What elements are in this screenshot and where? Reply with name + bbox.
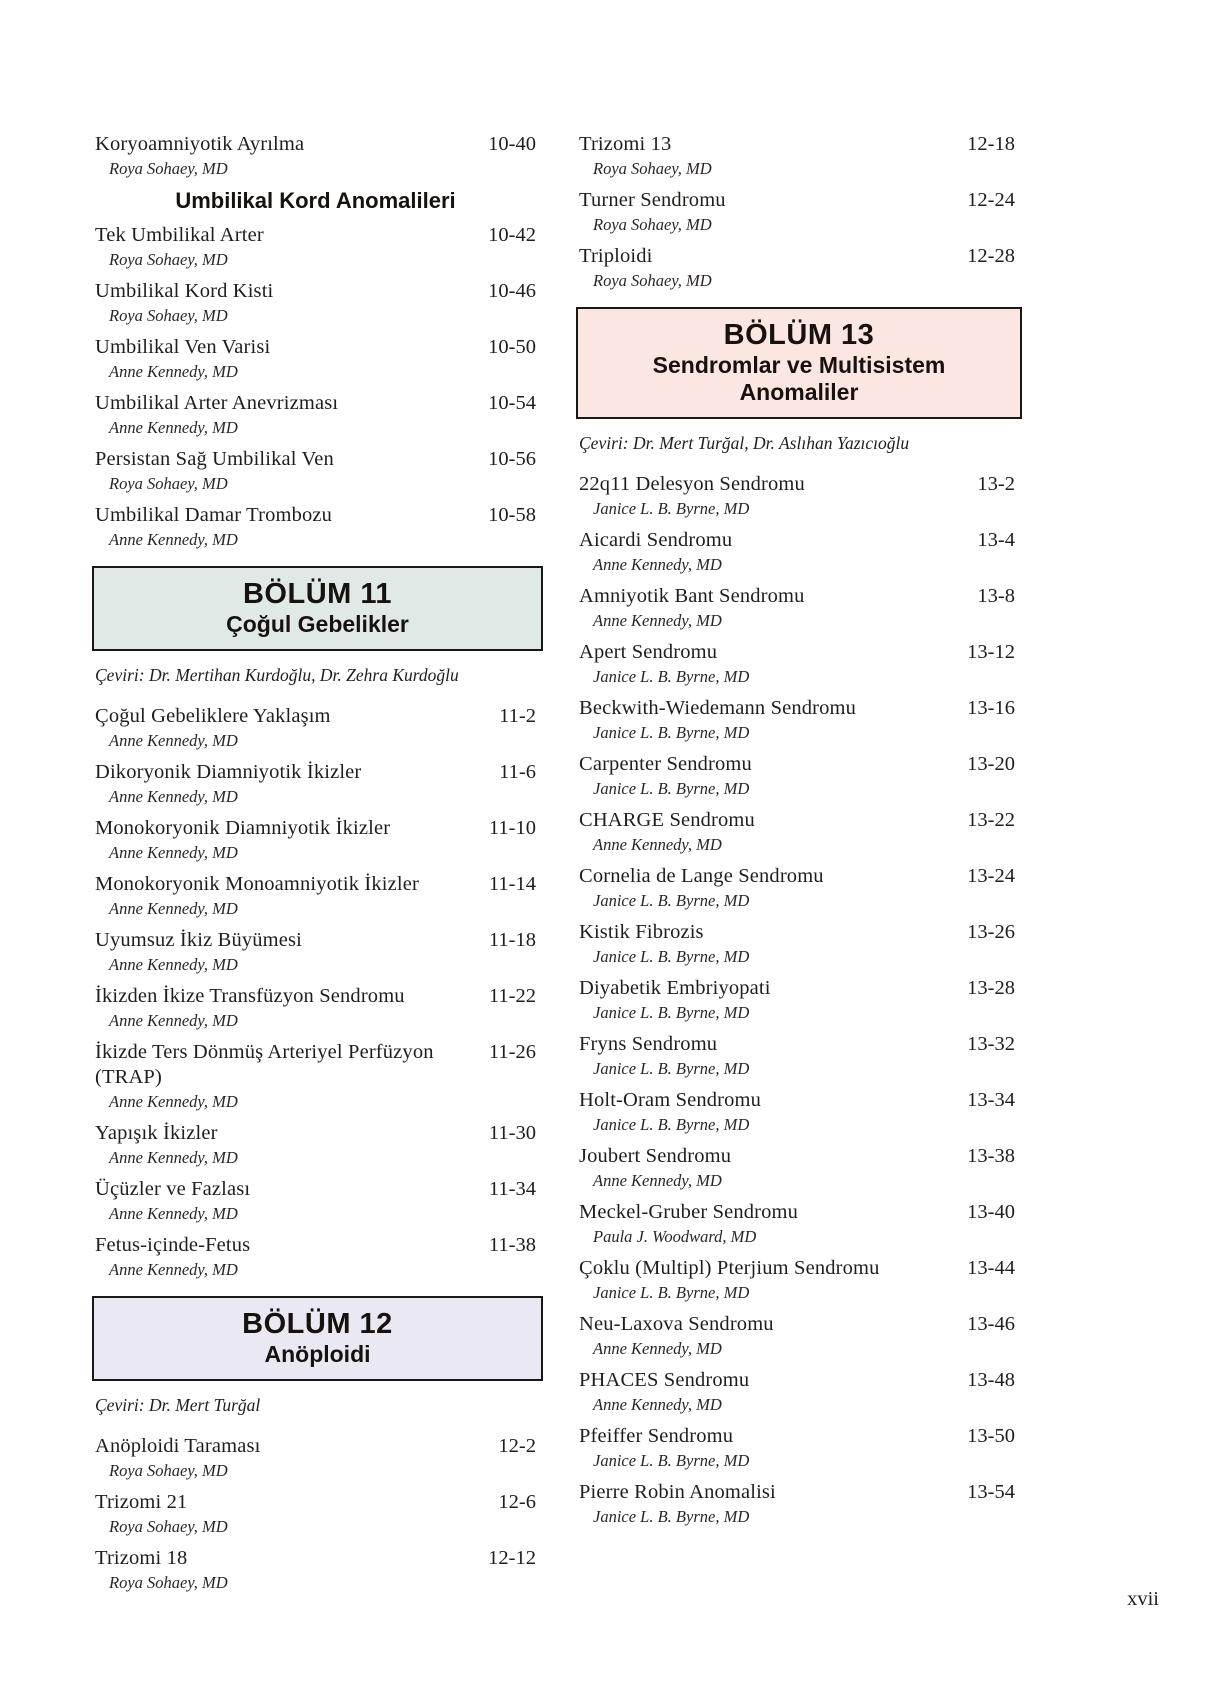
- entry-page-number: 12-2: [498, 1435, 536, 1457]
- entry-title: Çoğul Gebeliklere Yaklaşım: [95, 705, 331, 727]
- entry-page-number: 11-2: [499, 705, 536, 727]
- toc-entry-line: [95, 1040, 536, 1090]
- entry-author: Janice L. B. Byrne, MD: [593, 1283, 750, 1302]
- chapter-box-number: BÖLÜM 11: [242, 578, 393, 610]
- entry-author: Anne Kennedy, MD: [109, 899, 238, 918]
- entry-author: Anne Kennedy, MD: [593, 611, 722, 630]
- toc-entry-line: [579, 1144, 1015, 1169]
- entry-page-number: 11-22: [488, 985, 536, 1007]
- entry-title: CHARGE Sendromu: [579, 809, 755, 831]
- entry-author: Anne Kennedy, MD: [593, 1339, 722, 1358]
- entry-author: Anne Kennedy, MD: [109, 843, 238, 862]
- entry-author: Anne Kennedy, MD: [593, 555, 722, 574]
- entry-author: Janice L. B. Byrne, MD: [593, 947, 750, 966]
- entry-author: Janice L. B. Byrne, MD: [593, 667, 750, 686]
- entry-page-number: 13-22: [967, 809, 1015, 831]
- toc-entry: [95, 1121, 536, 1168]
- entry-title: Carpenter Sendromu: [579, 753, 752, 775]
- entry-author: Roya Sohaey, MD: [109, 250, 228, 269]
- toc-entry: [579, 696, 1015, 743]
- toc-entry: [95, 704, 536, 751]
- entry-page-number: 13-12: [967, 641, 1015, 663]
- entry-title: Beckwith-Wiedemann Sendromu: [579, 697, 857, 719]
- entry-author: Janice L. B. Byrne, MD: [593, 1451, 750, 1470]
- entry-author: Anne Kennedy, MD: [109, 362, 238, 381]
- entry-page-number: 12-6: [498, 1491, 536, 1513]
- toc-entry: [579, 864, 1015, 911]
- toc-entry-line: [579, 584, 1015, 609]
- entry-page-number: 13-2: [977, 473, 1015, 495]
- toc-entry: [579, 188, 1015, 235]
- toc-entry: [579, 976, 1015, 1023]
- entry-page-number: 13-50: [967, 1425, 1015, 1447]
- entry-title: Çoklu (Multipl) Pterjium Sendromu: [579, 1257, 880, 1279]
- toc-entry: [579, 640, 1015, 687]
- entry-page-number: 13-26: [967, 921, 1015, 943]
- entry-title: Yapışık İkizler: [95, 1122, 218, 1144]
- toc-entry-line: [579, 1368, 1015, 1393]
- entry-page-number: 13-44: [967, 1257, 1015, 1279]
- entry-author: Janice L. B. Byrne, MD: [593, 891, 750, 910]
- toc-entry: [95, 1233, 536, 1280]
- toc-entry-line: [579, 1256, 1015, 1281]
- toc-entry: [579, 472, 1015, 519]
- entry-title: Monokoryonik Diamniyotik İkizler: [95, 817, 391, 839]
- entry-title: Koryoamniyotik Ayrılma: [95, 133, 305, 155]
- entry-author: Roya Sohaey, MD: [109, 474, 228, 493]
- toc-entry: [95, 760, 536, 807]
- entry-author: Roya Sohaey, MD: [109, 1573, 228, 1592]
- chapter-box-title: Anomaliler: [739, 379, 859, 405]
- entry-author: Roya Sohaey, MD: [109, 1461, 228, 1480]
- toc-entry-line: [95, 1490, 536, 1515]
- entry-title: Trizomi 13: [579, 133, 672, 155]
- entry-title: Apert Sendromu: [579, 641, 718, 663]
- toc-entry-line: [579, 696, 1015, 721]
- entry-page-number: 10-40: [488, 133, 536, 155]
- entry-page-number: 13-46: [967, 1313, 1015, 1335]
- entry-title: Trizomi 18: [95, 1547, 188, 1569]
- entry-author: Janice L. B. Byrne, MD: [593, 1059, 750, 1078]
- entry-title: Pfeiffer Sendromu: [579, 1425, 734, 1447]
- folio-page-number: xvii: [1127, 1588, 1159, 1610]
- toc-entry: [95, 391, 536, 438]
- entry-title: Umbilikal Kord Kisti: [95, 280, 274, 302]
- entry-title: Meckel-Gruber Sendromu: [579, 1201, 799, 1223]
- entry-title: PHACES Sendromu: [579, 1369, 750, 1391]
- entry-author: Roya Sohaey, MD: [593, 215, 712, 234]
- entry-author: Janice L. B. Byrne, MD: [593, 499, 750, 518]
- toc-entry-line: [95, 223, 536, 248]
- entry-page-number: 13-16: [967, 697, 1015, 719]
- entry-title: İkizden İkize Transfüzyon Sendromu: [95, 985, 405, 1007]
- entry-title: Aicardi Sendromu: [579, 529, 733, 551]
- toc-entry-line: [95, 503, 536, 528]
- toc-entry-line: [579, 640, 1015, 665]
- entry-page-number: 13-34: [967, 1089, 1015, 1111]
- toc-left-column: [95, 132, 536, 1602]
- entry-author: Anne Kennedy, MD: [109, 1011, 238, 1030]
- entry-author: Janice L. B. Byrne, MD: [593, 1507, 750, 1526]
- toc-entry-line: [579, 976, 1015, 1001]
- entry-title: Üçüzler ve Fazlası: [95, 1178, 251, 1200]
- toc-entry: [579, 1256, 1015, 1303]
- toc-entry: [579, 1368, 1015, 1415]
- toc-entry: [579, 132, 1015, 179]
- toc-entry-line: [95, 704, 536, 729]
- entry-page-number: 10-46: [488, 280, 536, 302]
- toc-entry: [95, 132, 536, 179]
- entry-title: Holt-Oram Sendromu: [579, 1089, 762, 1111]
- entry-page-number: 13-54: [967, 1481, 1015, 1503]
- entry-title: Umbilikal Damar Trombozu: [95, 504, 333, 526]
- entry-page-number: 13-20: [967, 753, 1015, 775]
- entry-page-number: 11-14: [488, 873, 536, 895]
- entry-title: Fetus-içinde-Fetus: [95, 1234, 251, 1256]
- toc-entry-line: [95, 132, 536, 157]
- toc-entry-line: [579, 1312, 1015, 1337]
- toc-entry: [579, 1032, 1015, 1079]
- toc-entry: [95, 816, 536, 863]
- entry-page-number: 11-6: [499, 761, 536, 783]
- entry-title: Umbilikal Arter Anevrizması: [95, 392, 339, 414]
- entry-author: Anne Kennedy, MD: [593, 1171, 722, 1190]
- toc-entry-line: [579, 1032, 1015, 1057]
- toc-entry-line: [579, 472, 1015, 497]
- entry-page-number: 13-48: [967, 1369, 1015, 1391]
- toc-entry: [579, 244, 1015, 291]
- entry-author: Janice L. B. Byrne, MD: [593, 1003, 750, 1022]
- toc-entry: [95, 1546, 536, 1593]
- chapter-heading-box: [576, 307, 1022, 419]
- toc-entry-line: [579, 752, 1015, 777]
- entry-title: Persistan Sağ Umbilikal Ven: [95, 448, 334, 470]
- toc-entry-line: [95, 760, 536, 785]
- entry-author: Anne Kennedy, MD: [109, 1148, 238, 1167]
- entry-author: Anne Kennedy, MD: [109, 731, 238, 750]
- entry-page-number: 10-56: [488, 448, 536, 470]
- chapter-heading-box: [92, 1296, 543, 1381]
- entry-author: Anne Kennedy, MD: [109, 530, 238, 549]
- entry-title: Anöploidi Taraması: [95, 1435, 261, 1457]
- entry-page-number: 13-24: [967, 865, 1015, 887]
- section-heading: Umbilikal Kord Anomalileri: [175, 188, 456, 213]
- toc-entry-line: [579, 188, 1015, 213]
- entry-title: Pierre Robin Anomalisi: [579, 1481, 776, 1503]
- entry-author: Anne Kennedy, MD: [109, 1204, 238, 1223]
- chapter-box-title: Anöploidi: [264, 1341, 371, 1367]
- toc-entry: [95, 1434, 536, 1481]
- entry-title: Cornelia de Lange Sendromu: [579, 865, 824, 887]
- toc-entry-line: [95, 816, 536, 841]
- entry-author: Janice L. B. Byrne, MD: [593, 1115, 750, 1134]
- toc-entry-line: [95, 447, 536, 472]
- toc-entry: [95, 984, 536, 1031]
- chapter-heading-box: [92, 566, 543, 651]
- entry-page-number: 13-4: [977, 529, 1015, 551]
- entry-author: Janice L. B. Byrne, MD: [593, 723, 750, 742]
- toc-entry-line: [579, 864, 1015, 889]
- chapter-box-title: Sendromlar ve Multisistem: [652, 352, 946, 378]
- entry-title: Uyumsuz İkiz Büyümesi: [95, 929, 302, 951]
- toc-entry-line: [95, 391, 536, 416]
- entry-title: Diyabetik Embriyopati: [579, 977, 771, 999]
- entry-author: Anne Kennedy, MD: [109, 418, 238, 437]
- toc-entry: [95, 1177, 536, 1224]
- toc-entry: [579, 1480, 1015, 1527]
- entry-author: Roya Sohaey, MD: [109, 1517, 228, 1536]
- toc-entry: [579, 1200, 1015, 1247]
- entry-author: Anne Kennedy, MD: [109, 955, 238, 974]
- translator-line: Çeviri: Dr. Mertihan Kurdoğlu, Dr. Zehra Kurdoğlu: [95, 665, 459, 685]
- toc-right-column: [579, 132, 1015, 1536]
- entry-page-number: 11-18: [488, 929, 536, 951]
- toc-entry: [95, 928, 536, 975]
- entry-title: Trizomi 21: [95, 1491, 188, 1513]
- entry-title: İkizde Ters Dönmüş Arteriyel Perfüzyon (TRAP): [95, 1041, 434, 1088]
- entry-page-number: 10-42: [488, 224, 536, 246]
- toc-entry: [579, 1088, 1015, 1135]
- entry-page-number: 11-38: [488, 1234, 536, 1256]
- toc-entry-line: [95, 1121, 536, 1146]
- entry-title: Dikoryonik Diamniyotik İkizler: [95, 761, 362, 783]
- entry-author: Paula J. Woodward, MD: [593, 1227, 757, 1246]
- toc-entry: [95, 447, 536, 494]
- translator-line: Çeviri: Dr. Mert Turğal: [95, 1395, 261, 1415]
- toc-entry-line: [579, 244, 1015, 269]
- entry-page-number: 11-10: [488, 817, 536, 839]
- entry-page-number: 12-28: [967, 245, 1015, 267]
- entry-page-number: 12-12: [488, 1547, 536, 1569]
- entry-page-number: 12-24: [967, 189, 1015, 211]
- entry-page-number: 13-32: [967, 1033, 1015, 1055]
- entry-page-number: 13-40: [967, 1201, 1015, 1223]
- entry-title: Neu-Laxova Sendromu: [579, 1313, 774, 1335]
- toc-entry: [579, 920, 1015, 967]
- entry-title: Joubert Sendromu: [579, 1145, 732, 1167]
- entry-title: Triploidi: [579, 245, 653, 267]
- toc-entry-line: [579, 808, 1015, 833]
- toc-entry-line: [95, 928, 536, 953]
- toc-entry: [579, 528, 1015, 575]
- entry-author: Roya Sohaey, MD: [109, 159, 228, 178]
- toc-entry: [579, 808, 1015, 855]
- entry-title: 22q11 Delesyon Sendromu: [579, 473, 805, 495]
- toc-entry-line: [95, 1177, 536, 1202]
- chapter-box-number: BÖLÜM 12: [242, 1308, 393, 1340]
- entry-title: Fryns Sendromu: [579, 1033, 718, 1055]
- entry-author: Roya Sohaey, MD: [593, 159, 712, 178]
- toc-entry: [95, 223, 536, 270]
- toc-entry: [95, 279, 536, 326]
- toc-entry: [95, 1040, 536, 1112]
- toc-entry-line: [579, 132, 1015, 157]
- entry-page-number: 10-54: [488, 392, 536, 414]
- toc-entry-line: [579, 1480, 1015, 1505]
- toc-entry: [95, 1490, 536, 1537]
- entry-title: Amniyotik Bant Sendromu: [579, 585, 805, 607]
- toc-entry-line: [95, 279, 536, 304]
- entry-author: Roya Sohaey, MD: [593, 271, 712, 290]
- entry-page-number: 13-38: [967, 1145, 1015, 1167]
- entry-title: Umbilikal Ven Varisi: [95, 336, 271, 358]
- entry-page-number: 11-26: [488, 1041, 536, 1063]
- toc-entry-line: [579, 528, 1015, 553]
- toc-entry: [95, 503, 536, 550]
- toc-entry-line: [579, 1088, 1015, 1113]
- toc-entry: [579, 1144, 1015, 1191]
- toc-entry-line: [95, 984, 536, 1009]
- toc-entry-line: [579, 1424, 1015, 1449]
- toc-entry: [95, 335, 536, 382]
- toc-entry-line: [579, 1200, 1015, 1225]
- toc-entry: [579, 752, 1015, 799]
- entry-author: Anne Kennedy, MD: [593, 835, 722, 854]
- entry-page-number: 12-18: [967, 133, 1015, 155]
- chapter-box-number: BÖLÜM 13: [723, 319, 875, 351]
- entry-author: Anne Kennedy, MD: [109, 787, 238, 806]
- entry-title: Tek Umbilikal Arter: [95, 224, 264, 246]
- entry-page-number: 13-28: [967, 977, 1015, 999]
- toc-entry-line: [95, 872, 536, 897]
- entry-author: Anne Kennedy, MD: [593, 1395, 722, 1414]
- translator-line: Çeviri: Dr. Mert Turğal, Dr. Aslıhan Yazıcıoğlu: [579, 433, 910, 453]
- entry-page-number: 13-8: [977, 585, 1015, 607]
- chapter-box-title: Çoğul Gebelikler: [226, 611, 409, 637]
- entry-title: Kistik Fibrozis: [579, 921, 704, 943]
- toc-entry: [579, 1424, 1015, 1471]
- entry-title: Monokoryonik Monoamniyotik İkizler: [95, 873, 419, 895]
- entry-title: Turner Sendromu: [579, 189, 726, 211]
- entry-author: Roya Sohaey, MD: [109, 306, 228, 325]
- entry-author: Janice L. B. Byrne, MD: [593, 779, 750, 798]
- toc-entry-line: [95, 1434, 536, 1459]
- toc-entry-line: [95, 335, 536, 360]
- toc-entry: [579, 1312, 1015, 1359]
- toc-entry: [579, 584, 1015, 631]
- entry-page-number: 11-34: [488, 1178, 536, 1200]
- entry-page-number: 10-50: [488, 336, 536, 358]
- toc-entry-line: [95, 1546, 536, 1571]
- entry-page-number: 10-58: [488, 504, 536, 526]
- entry-author: Anne Kennedy, MD: [109, 1260, 238, 1279]
- toc-entry-line: [95, 1233, 536, 1258]
- toc-entry-line: [579, 920, 1015, 945]
- entry-page-number: 11-30: [488, 1122, 536, 1144]
- entry-author: Anne Kennedy, MD: [109, 1092, 238, 1111]
- toc-entry: [95, 872, 536, 919]
